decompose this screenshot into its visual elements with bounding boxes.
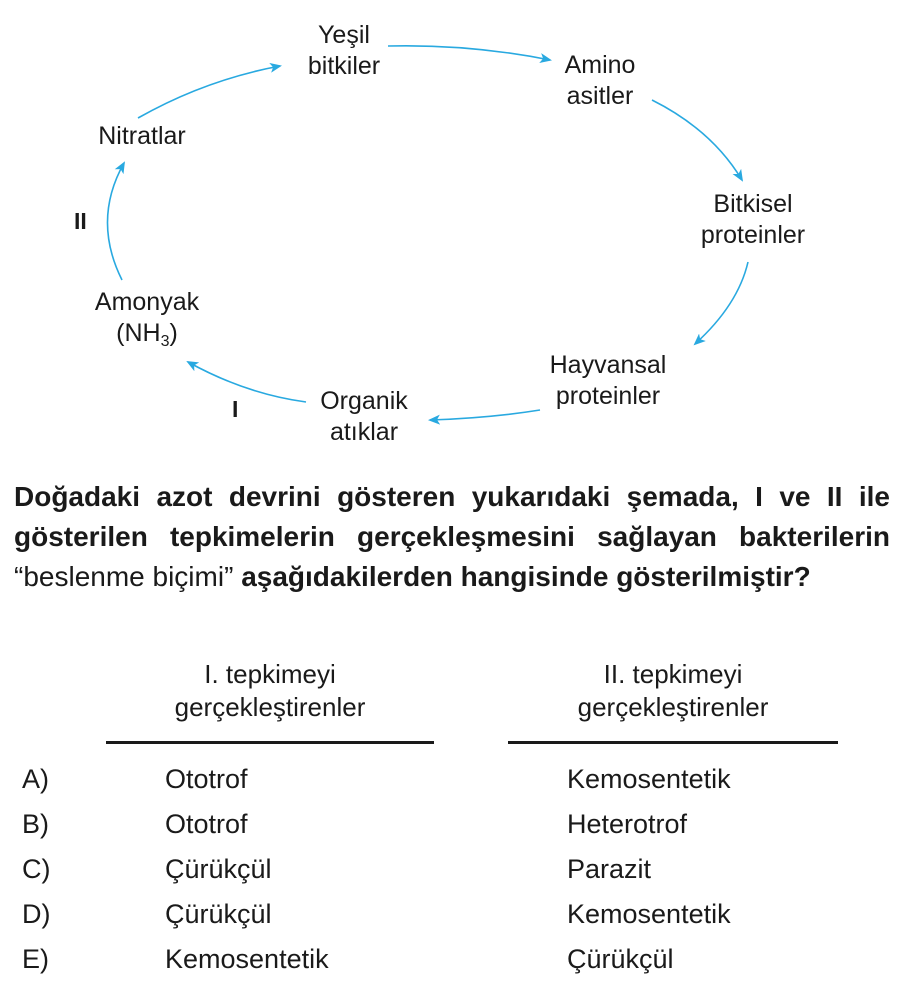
node-hayvansal-line1: Hayvansal: [549, 351, 667, 379]
node-yesil-bitkiler-line1: Yeşil: [318, 21, 370, 49]
node-organik-line2: atıklar: [329, 418, 399, 446]
step-label-i: I: [232, 396, 239, 422]
col2-header: [508, 658, 838, 724]
arrow-amonyak-to-nitratlar: [107, 163, 124, 280]
col1-header-line1: I. tepkimeyi: [204, 659, 336, 689]
node-amonyak: [82, 287, 212, 349]
question-part1: Doğadaki azot devrini gösteren yukarıdaki şemada, I ve II ile gösterilen tepkimelerin gerçekleşmesini sağlayan bakterilerin: [14, 481, 890, 552]
node-nitratlar-line1: Nitratlar: [98, 122, 186, 150]
option-letter: C): [22, 854, 51, 884]
step-label-ii: II: [74, 208, 87, 234]
option-letter: B): [22, 809, 49, 839]
node-organik-atiklar: [308, 386, 420, 448]
col1-header-line2: gerçekleştirenler: [174, 692, 366, 722]
node-bitkisel-line1: Bitkisel: [713, 190, 793, 218]
col1-header-rule: [106, 741, 434, 744]
arrow-bitkisel-to-hayvansal: [695, 262, 748, 344]
nitrogen-cycle-diagram: [0, 0, 904, 460]
col2-header-line1: II. tepkimeyi: [603, 659, 743, 689]
option-col2: Çürükçül: [567, 944, 674, 974]
option-letter: D): [22, 899, 51, 929]
question-part3: aşağıdakilerden hangisinde gösterilmiştir?: [241, 561, 811, 592]
arrow-hayvansal-to-organik: [430, 410, 540, 420]
node-yesil-bitkiler: [292, 20, 396, 82]
option-col2: Kemosentetik: [567, 764, 731, 794]
option-col1: Çürükçül: [165, 899, 272, 929]
node-bitkisel-line2: proteinler: [700, 221, 806, 249]
node-bitkisel-proteinler: [678, 189, 828, 251]
arrow-organik-to-amonyak: [188, 362, 306, 402]
node-nitratlar: [82, 121, 202, 152]
option-col2: Kemosentetik: [567, 899, 731, 929]
question-part2: “beslenme biçimi”: [14, 561, 234, 592]
option-col1: Çürükçül: [165, 854, 272, 884]
col2-header-rule: [508, 741, 838, 744]
arrow-nitratlar-to-bitkiler: [138, 66, 280, 118]
col1-header: [106, 658, 434, 724]
option-letter: A): [22, 764, 49, 794]
node-amino-asitler: [552, 50, 648, 112]
arrow-bitkiler-to-amino: [388, 46, 550, 60]
node-amino-asitler-line2: asitler: [566, 82, 634, 110]
node-hayvansal-proteinler: [538, 350, 678, 412]
question-text: [14, 477, 890, 597]
option-letter: E): [22, 944, 49, 974]
node-yesil-bitkiler-line2: bitkiler: [307, 52, 381, 80]
option-col1: Kemosentetik: [165, 944, 329, 974]
node-amonyak-line1: Amonyak: [94, 288, 200, 316]
arrow-amino-to-bitkisel: [652, 100, 742, 180]
option-col2: Heterotrof: [567, 809, 688, 839]
formula-subscript: 3: [160, 333, 170, 350]
option-col2: Parazit: [567, 854, 652, 884]
option-col1: Ototrof: [165, 809, 248, 839]
node-amino-asitler-line1: Amino: [564, 51, 636, 79]
node-hayvansal-line2: proteinler: [555, 382, 661, 410]
node-organik-line1: Organik: [320, 387, 408, 415]
option-col1: Ototrof: [165, 764, 248, 794]
formula-nh: (NH: [116, 319, 161, 347]
col2-header-line2: gerçekleştirenler: [577, 692, 769, 722]
formula-close: ): [169, 319, 178, 347]
node-amonyak-formula: [116, 319, 178, 350]
